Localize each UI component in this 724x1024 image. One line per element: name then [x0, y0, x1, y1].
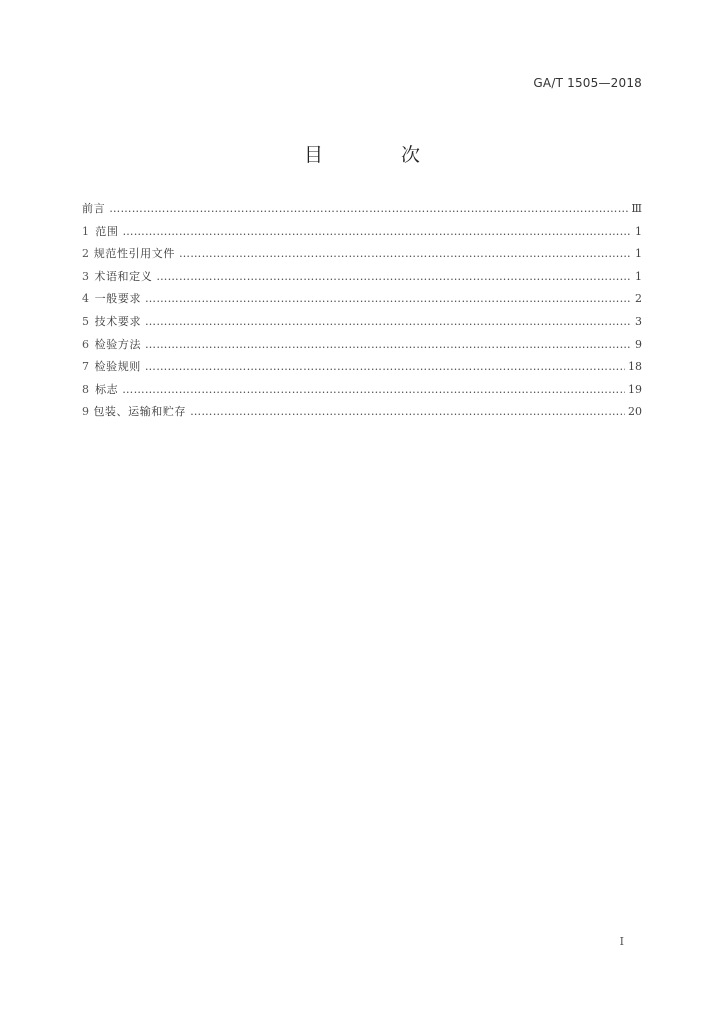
toc-entry-label: 技术要求 [94, 314, 142, 328]
toc-entry-label: 一般要求 [94, 292, 142, 306]
toc-entry-number: 2 [82, 247, 89, 261]
toc-leader-dots [145, 311, 631, 334]
toc-title: 目 次 [303, 144, 457, 166]
toc-leader-dots [145, 356, 625, 379]
toc-leader-dots [109, 198, 628, 221]
toc-entry-page: 18 [628, 360, 642, 374]
toc-entry-label: 规范性引用文件 [93, 247, 175, 261]
toc-leader-dots [122, 379, 625, 402]
toc-entry-number: 4 [82, 292, 89, 306]
toc-entry-number: 3 [82, 269, 89, 283]
toc-entry-page: 1 [635, 224, 642, 238]
toc-entry-number: 9 [82, 405, 89, 419]
toc-entry-label: 前言 [82, 202, 106, 215]
toc-entry-label: 范围 [95, 224, 119, 238]
toc-entry-normative-references[interactable] [82, 243, 642, 266]
page-number: I [619, 935, 624, 948]
standard-code: GA/T 1505—2018 [533, 76, 642, 90]
toc-entry-label: 检验方法 [94, 337, 142, 351]
toc-entry-marking[interactable] [82, 379, 642, 402]
toc-entry-number: 7 [82, 360, 89, 374]
toc-entry-scope[interactable] [82, 221, 642, 244]
toc-leader-dots [190, 401, 625, 424]
toc-entry-foreword[interactable] [82, 198, 642, 221]
toc-entry-inspection-rules[interactable] [82, 356, 642, 379]
toc-leader-dots [145, 288, 631, 311]
toc-entry-page: 1 [635, 247, 642, 261]
toc-entry-page: 2 [635, 292, 642, 306]
toc-entry-label: 检验规则 [94, 360, 141, 374]
toc-leader-dots [156, 266, 631, 289]
toc-entry-number: 5 [82, 314, 89, 328]
toc-entry-number: 6 [82, 337, 89, 351]
toc-entry-general-requirements[interactable] [82, 288, 642, 311]
toc-entry-packaging-transport-storage[interactable] [82, 401, 642, 424]
toc-entry-number: 1 [82, 224, 89, 238]
toc-entry-label: 术语和定义 [94, 269, 153, 283]
table-of-contents [82, 198, 642, 424]
toc-entry-technical-requirements[interactable] [82, 311, 642, 334]
toc-leader-dots [122, 221, 631, 244]
toc-entry-page: Ⅲ [631, 202, 642, 215]
toc-entry-page: 20 [628, 405, 642, 419]
toc-entry-terms-definitions[interactable] [82, 266, 642, 289]
toc-entry-number: 8 [82, 382, 89, 396]
toc-entry-label: 包装、运输和贮存 [93, 405, 187, 419]
toc-entry-page: 1 [635, 269, 642, 283]
toc-leader-dots [179, 243, 631, 266]
toc-entry-page: 9 [635, 337, 642, 351]
toc-entry-page: 19 [628, 382, 642, 396]
toc-entry-label: 标志 [95, 382, 119, 396]
toc-leader-dots [145, 334, 631, 357]
toc-entry-test-methods[interactable] [82, 334, 642, 357]
toc-entry-page: 3 [635, 314, 642, 328]
